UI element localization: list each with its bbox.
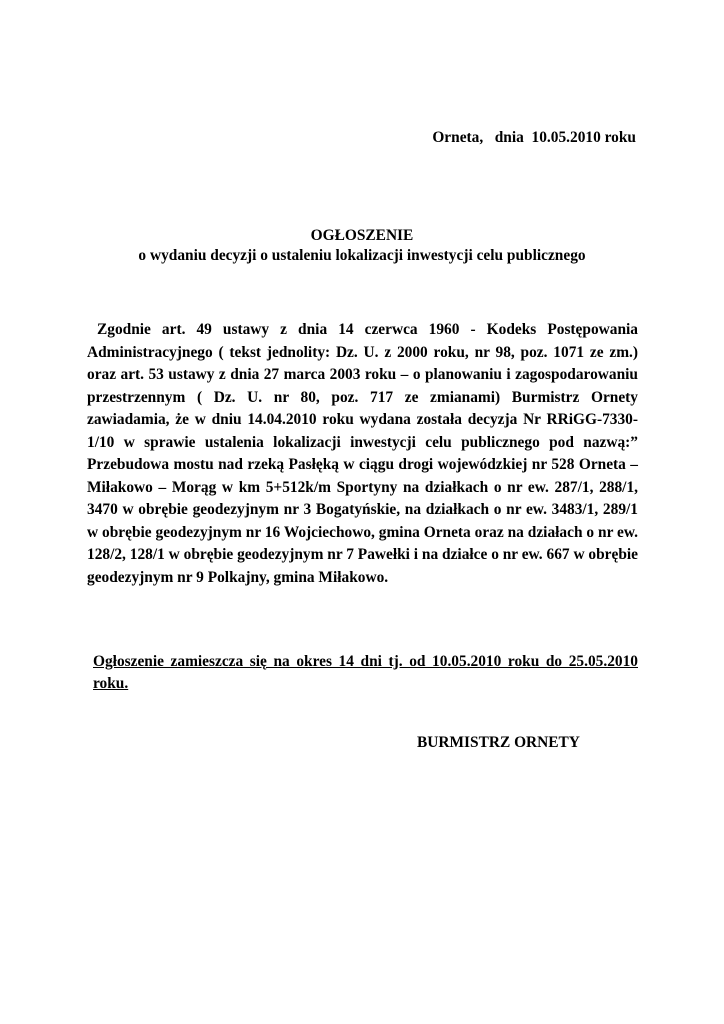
- signature: BURMISTRZ ORNETY: [417, 734, 580, 751]
- body-text: Zgodnie art. 49 ustawy z dnia 14 czerwca 1960 - Kodeks Postępowania Administracyjnego ( tekst jednolity: Dz. U. z 2000 roku, nr 98, poz. 1071 ze zm.) oraz art. 53 ustawy z dnia 27 marca 2003 roku – o planowaniu i zagospodarowaniu przestrzennym ( Dz. U. nr 80, poz. 717 ze zmianami) Burmistrz Ornety zawiadamia, że w dniu 14.04.2010 roku wydana została decyzja Nr RRiGG-7330-1/10 w sprawie ustalenia lokalizacji inwestycji celu publicznego pod nazwą:” Przebudowa mostu nad rzeką Pasłęką w ciągu drogi wojewódzkiej nr 528 Orneta – Miłakowo – Morąg w km 5+512k/m Sportyny na działkach o nr ew. 287/1, 288/1, 3470 w obrębie geodezyjnym nr 3 Bogatyńskie, na działkach o nr ew. 3483/1, 289/1 w obrębie geodezyjnym nr 16 Wojciechowo, gmina Orneta oraz na działach o nr ew. 128/2, 128/1 w obrębie geodezyjnym nr 7 Pawełki i na działce o nr ew. 667 w obrębie geodezyjnym nr 9 Polkajny, gmina Miłakowo.: [87, 321, 638, 586]
- place-date: Orneta, dnia 10.05.2010 roku: [432, 129, 636, 146]
- document-subtitle: o wydaniu decyzji o ustaleniu lokalizacji inwestycji celu publicznego: [138, 247, 586, 264]
- body-paragraph: [87, 319, 638, 589]
- document-title: OGŁOSZENIE: [310, 227, 414, 244]
- notice-paragraph: Ogłoszenie zamieszcza się na okres 14 dni tj. od 10.05.2010 roku do 25.05.2010 roku.: [93, 653, 638, 692]
